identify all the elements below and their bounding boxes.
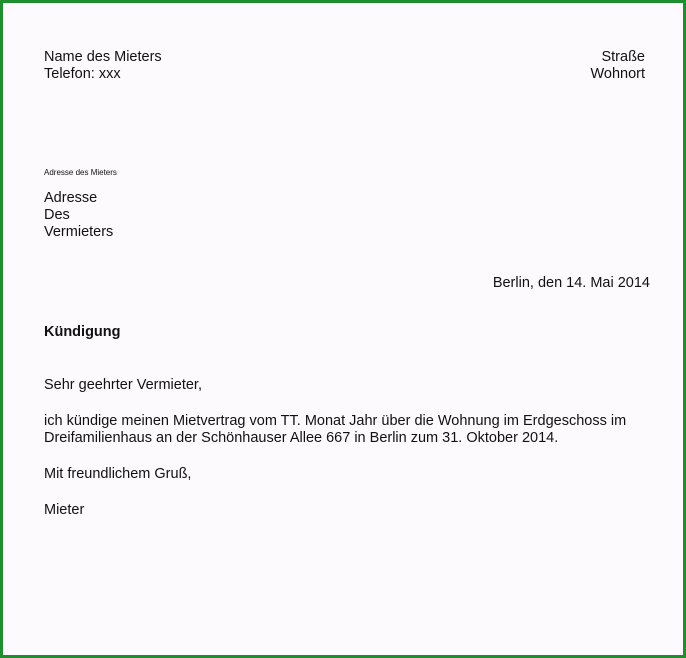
signature: Mieter [44, 502, 85, 518]
recipient-line-3: Vermieters [44, 224, 114, 240]
salutation: Sehr geehrter Vermieter, [44, 377, 202, 393]
sender-phone: Telefon: xxx [44, 66, 121, 82]
recipient-line-2: Des [44, 207, 70, 223]
return-address-label: Adresse des Mieters [44, 168, 117, 177]
sender-city: Wohnort [590, 66, 645, 82]
recipient-line-1: Adresse [44, 190, 98, 206]
body-line-2: Dreifamilienhaus an der Schönhauser Allee 667 in Berlin zum 31. Oktober 2014. [44, 430, 559, 446]
closing: Mit freundlichem Gruß, [44, 466, 192, 482]
sender-street: Straße [601, 49, 645, 65]
date-line: Berlin, den 14. Mai 2014 [492, 275, 650, 291]
sender-name: Name des Mieters [44, 49, 162, 65]
subject-line: Kündigung [44, 324, 121, 340]
body-line-1: ich kündige meinen Mietvertrag vom TT. Monat Jahr über die Wohnung im Erdgeschoss im [44, 413, 627, 429]
